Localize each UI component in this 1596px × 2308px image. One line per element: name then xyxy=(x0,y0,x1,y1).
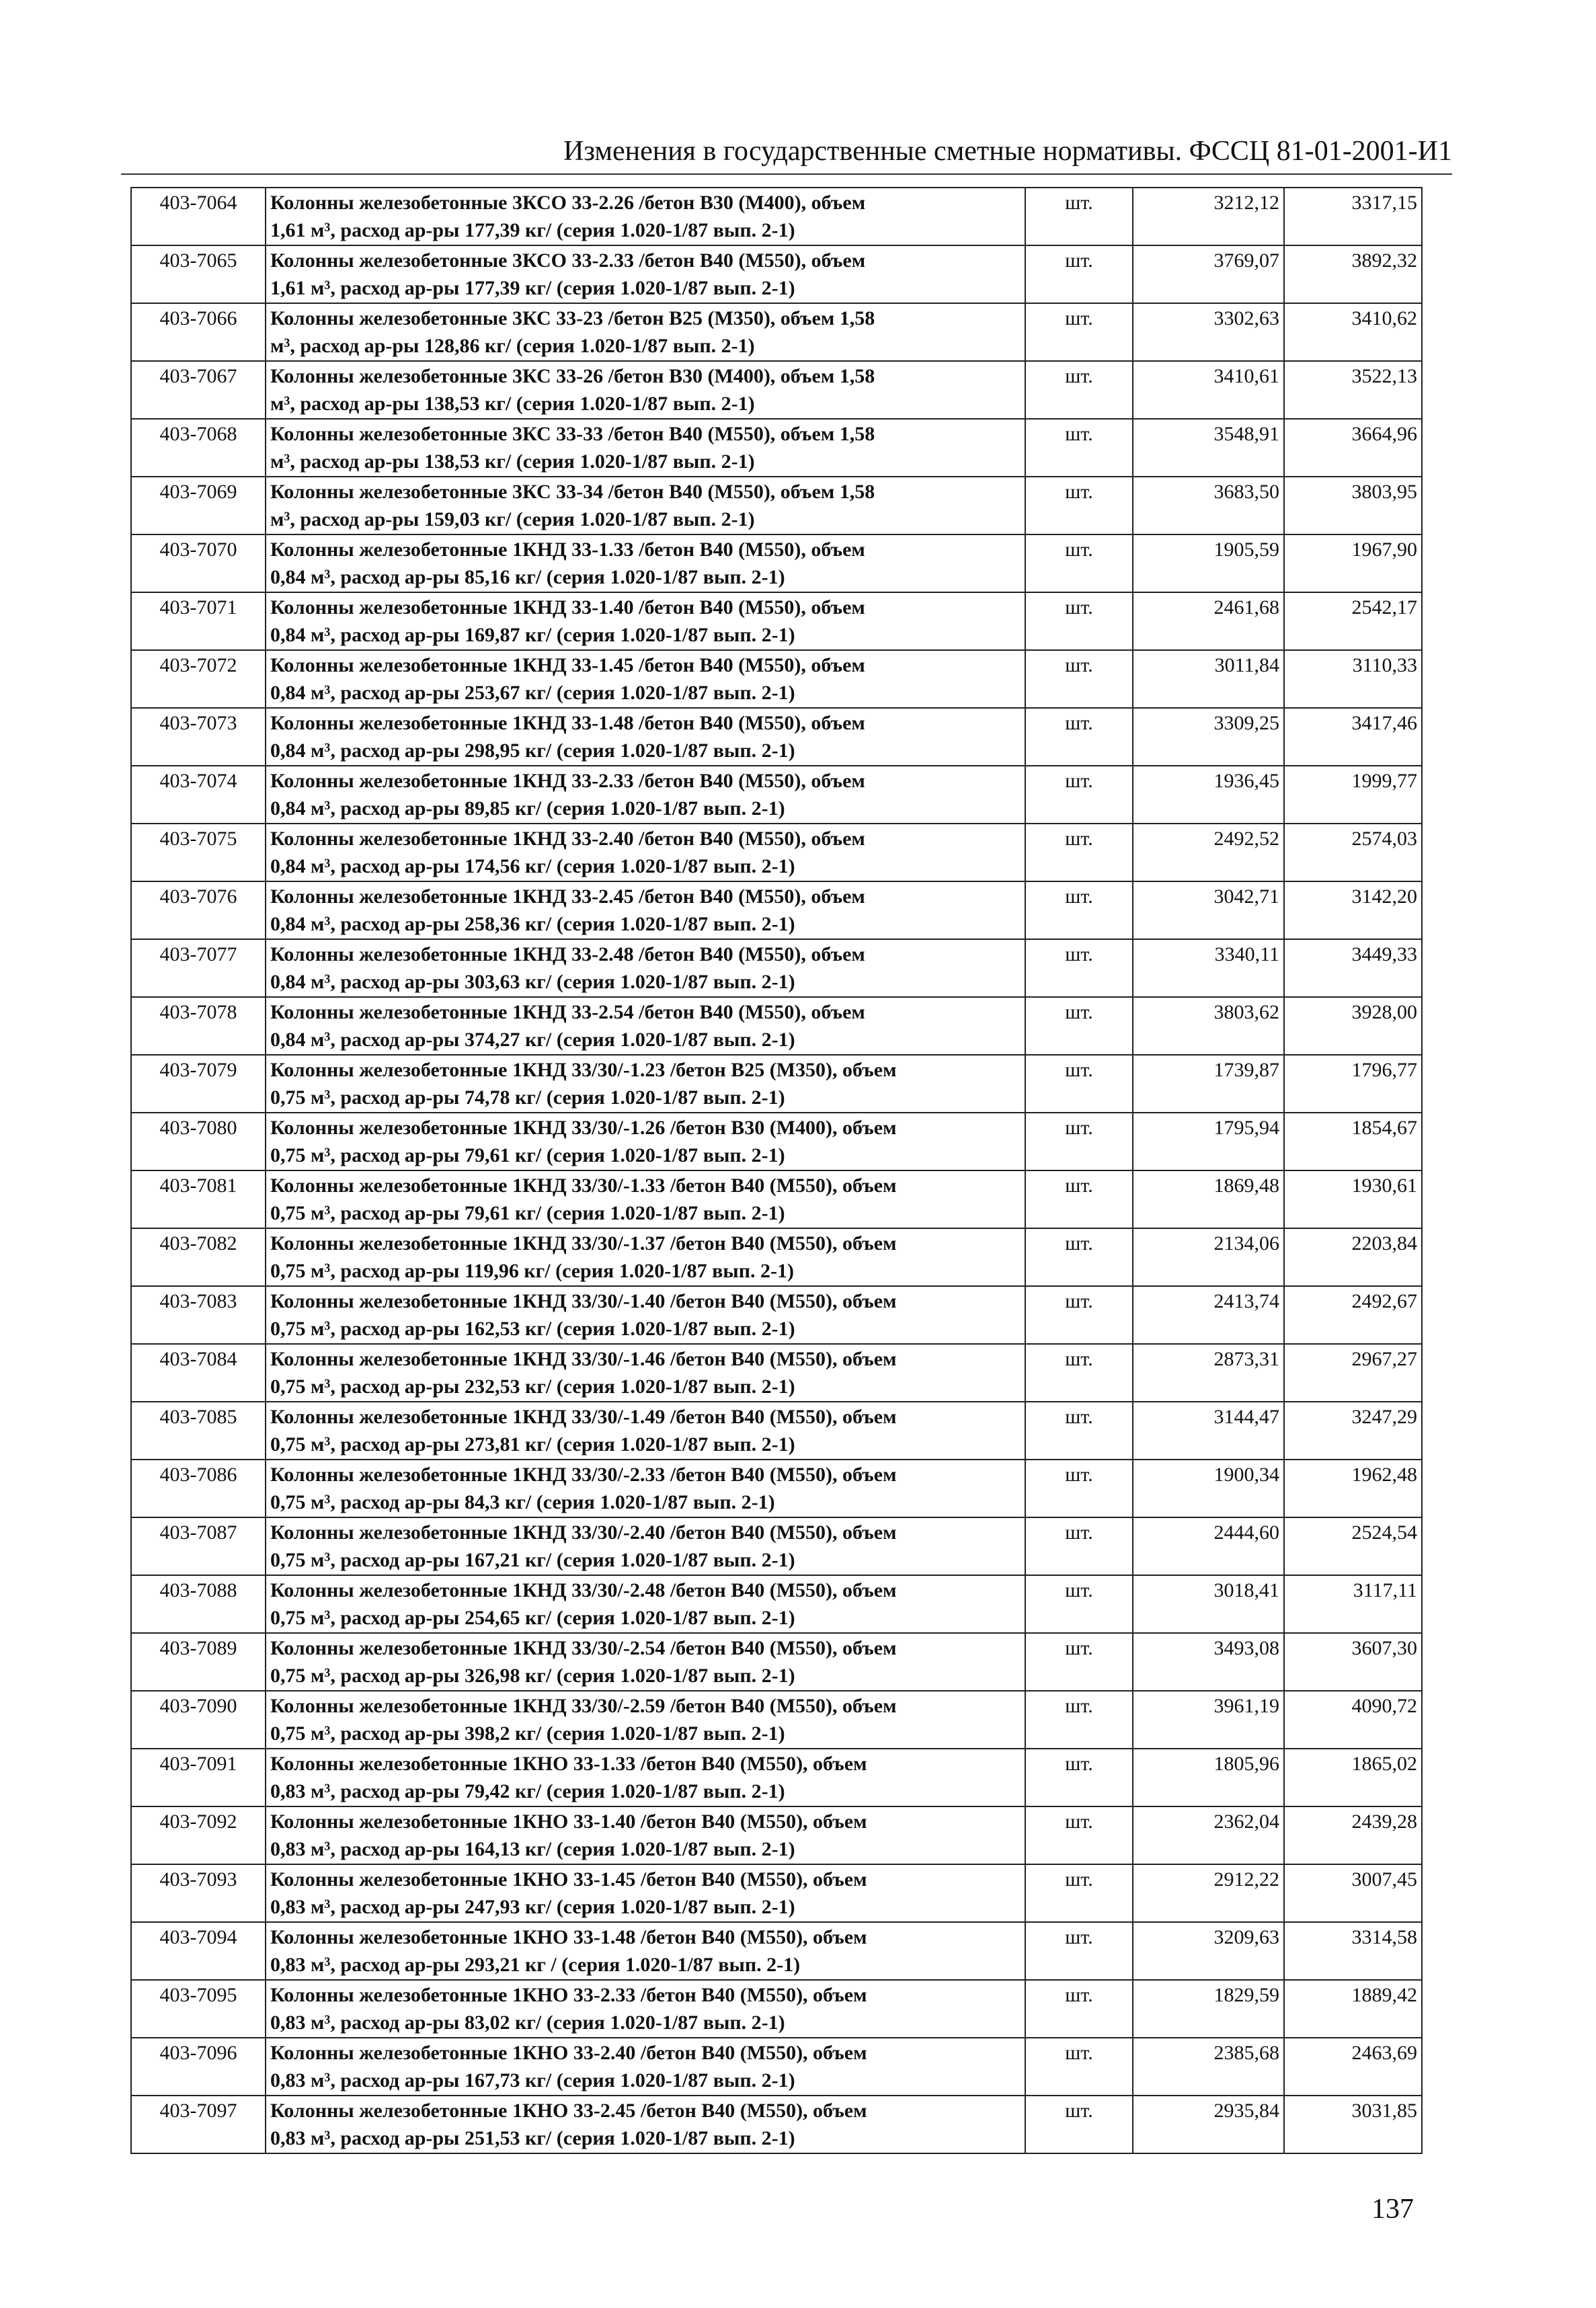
row-description xyxy=(266,303,1025,361)
row-price-2: 3031,85 xyxy=(1284,2096,1422,2153)
row-code: 403-7067 xyxy=(131,361,266,419)
table-row xyxy=(131,303,1422,361)
table-row xyxy=(131,2096,1422,2153)
row-description-line-2: 0,84 м³, расход ар-ры 89,85 кг/ (серия 1.020-1/87 вып. 2-1) xyxy=(270,797,785,820)
row-price-2: 3892,32 xyxy=(1284,245,1422,303)
row-description-line-1: Колонны железобетонные 1КНД 33-1.33 /бетон В40 (М550), объем xyxy=(270,539,865,561)
row-description xyxy=(266,534,1025,592)
row-price-1: 1905,59 xyxy=(1133,534,1284,592)
row-unit: шт. xyxy=(1025,1806,1133,1864)
row-description-line-2: 0,84 м³, расход ар-ры 303,63 кг/ (серия 1.020-1/87 вып. 2-1) xyxy=(270,971,795,993)
row-description-line-2: 0,75 м³, расход ар-ры 119,96 кг/ (серия 1.020-1/87 вып. 2-1) xyxy=(270,1260,794,1282)
row-price-1: 2492,52 xyxy=(1133,824,1284,881)
table-row xyxy=(131,1633,1422,1691)
row-price-2: 1865,02 xyxy=(1284,1749,1422,1806)
row-description-line-2: 0,75 м³, расход ар-ры 232,53 кг/ (серия 1.020-1/87 вып. 2-1) xyxy=(270,1376,795,1398)
row-description-line-1: Колонны железобетонные 1КНД 33-1.45 /бетон В40 (М550), объем xyxy=(270,654,865,676)
row-code: 403-7084 xyxy=(131,1344,266,1402)
row-description-line-2: м³, расход ар-ры 159,03 кг/ (серия 1.020-1/87 вып. 2-1) xyxy=(270,508,755,530)
row-price-1: 3011,84 xyxy=(1133,650,1284,708)
row-description-line-2: 0,84 м³, расход ар-ры 298,95 кг/ (серия 1.020-1/87 вып. 2-1) xyxy=(270,740,795,762)
row-code: 403-7091 xyxy=(131,1749,266,1806)
row-unit: шт. xyxy=(1025,1575,1133,1633)
table-row xyxy=(131,534,1422,592)
row-price-1: 3803,62 xyxy=(1133,997,1284,1055)
row-code: 403-7086 xyxy=(131,1460,266,1517)
row-description-line-1: Колонны железобетонные 1КНО 33-2.40 /бетон В40 (М550), объем xyxy=(270,2042,867,2064)
row-price-2: 3803,95 xyxy=(1284,477,1422,534)
row-description-line-1: Колонны железобетонные 1КНД 33/30/-2.33 /бетон В40 (М550), объем xyxy=(270,1464,897,1486)
row-unit: шт. xyxy=(1025,1402,1133,1460)
row-price-1: 1869,48 xyxy=(1133,1170,1284,1228)
row-description-line-2: 1,61 м³, расход ар-ры 177,39 кг/ (серия 1.020-1/87 вып. 2-1) xyxy=(270,277,795,299)
row-code: 403-7078 xyxy=(131,997,266,1055)
row-description xyxy=(266,997,1025,1055)
table-row xyxy=(131,766,1422,824)
row-price-1: 3144,47 xyxy=(1133,1402,1284,1460)
row-description-line-1: Колонны железобетонные 1КНД 33/30/-1.23 /бетон В25 (М350), объем xyxy=(270,1059,897,1081)
row-description-line-2: 0,83 м³, расход ар-ры 164,13 кг/ (серия 1.020-1/87 вып. 2-1) xyxy=(270,1838,795,1860)
row-description-line-1: Колонны железобетонные 3КС 33-26 /бетон В30 (М400), объем 1,58 xyxy=(270,365,875,387)
row-description xyxy=(266,592,1025,650)
row-price-1: 1795,94 xyxy=(1133,1113,1284,1170)
row-description-line-1: Колонны железобетонные 3КС 33-23 /бетон В25 (М350), объем 1,58 xyxy=(270,307,875,329)
row-price-2: 2203,84 xyxy=(1284,1228,1422,1286)
row-description xyxy=(266,1460,1025,1517)
row-description xyxy=(266,2038,1025,2096)
row-description-line-1: Колонны железобетонные 1КНД 33-2.40 /бетон В40 (М550), объем xyxy=(270,828,865,850)
row-unit: шт. xyxy=(1025,881,1133,939)
row-code: 403-7083 xyxy=(131,1286,266,1344)
row-code: 403-7065 xyxy=(131,245,266,303)
row-price-2: 1967,90 xyxy=(1284,534,1422,592)
row-unit: шт. xyxy=(1025,2038,1133,2096)
row-description-line-2: 0,84 м³, расход ар-ры 258,36 кг/ (серия 1.020-1/87 вып. 2-1) xyxy=(270,913,795,935)
row-code: 403-7087 xyxy=(131,1517,266,1575)
row-description xyxy=(266,1922,1025,1980)
row-description-line-1: Колонны железобетонные 1КНД 33/30/-1.49 /бетон В40 (М550), объем xyxy=(270,1406,897,1428)
row-code: 403-7080 xyxy=(131,1113,266,1170)
row-code: 403-7097 xyxy=(131,2096,266,2153)
row-code: 403-7096 xyxy=(131,2038,266,2096)
row-code: 403-7066 xyxy=(131,303,266,361)
row-code: 403-7070 xyxy=(131,534,266,592)
row-unit: шт. xyxy=(1025,188,1133,245)
table-row xyxy=(131,1055,1422,1113)
row-description-line-1: Колонны железобетонные 1КНО 33-1.40 /бетон В40 (М550), объем xyxy=(270,1810,867,1833)
row-unit: шт. xyxy=(1025,997,1133,1055)
row-price-1: 3410,61 xyxy=(1133,361,1284,419)
table-row xyxy=(131,708,1422,766)
table-row xyxy=(131,1575,1422,1633)
row-price-2: 2463,69 xyxy=(1284,2038,1422,2096)
table-row xyxy=(131,419,1422,477)
row-price-2: 2542,17 xyxy=(1284,592,1422,650)
row-code: 403-7069 xyxy=(131,477,266,534)
row-price-2: 3317,15 xyxy=(1284,188,1422,245)
row-price-2: 3449,33 xyxy=(1284,939,1422,997)
table-row xyxy=(131,939,1422,997)
row-description-line-1: Колонны железобетонные 3КС 33-33 /бетон В40 (М550), объем 1,58 xyxy=(270,423,875,445)
row-price-2: 2574,03 xyxy=(1284,824,1422,881)
row-price-2: 3117,11 xyxy=(1284,1575,1422,1633)
row-description xyxy=(266,1228,1025,1286)
row-unit: шт. xyxy=(1025,1460,1133,1517)
row-price-2: 4090,72 xyxy=(1284,1691,1422,1749)
row-description-line-1: Колонны железобетонные 1КНД 33/30/-2.54 /бетон В40 (М550), объем xyxy=(270,1637,897,1659)
row-description-line-1: Колонны железобетонные 1КНД 33-1.48 /бетон В40 (М550), объем xyxy=(270,712,865,734)
row-price-1: 3769,07 xyxy=(1133,245,1284,303)
row-price-2: 1962,48 xyxy=(1284,1460,1422,1517)
row-price-2: 3607,30 xyxy=(1284,1633,1422,1691)
row-price-2: 3142,20 xyxy=(1284,881,1422,939)
row-code: 403-7082 xyxy=(131,1228,266,1286)
row-code: 403-7077 xyxy=(131,939,266,997)
row-price-2: 3522,13 xyxy=(1284,361,1422,419)
row-code: 403-7085 xyxy=(131,1402,266,1460)
row-price-1: 3548,91 xyxy=(1133,419,1284,477)
row-code: 403-7081 xyxy=(131,1170,266,1228)
table-row xyxy=(131,592,1422,650)
row-unit: шт. xyxy=(1025,592,1133,650)
row-price-1: 3212,12 xyxy=(1133,188,1284,245)
row-price-1: 2873,31 xyxy=(1133,1344,1284,1402)
row-price-1: 1900,34 xyxy=(1133,1460,1284,1517)
table-row xyxy=(131,1170,1422,1228)
row-unit: шт. xyxy=(1025,1517,1133,1575)
row-price-1: 2935,84 xyxy=(1133,2096,1284,2153)
row-description-line-1: Колонны железобетонные 1КНД 33/30/-1.33 /бетон В40 (М550), объем xyxy=(270,1175,897,1197)
row-description xyxy=(266,419,1025,477)
row-price-1: 2362,04 xyxy=(1133,1806,1284,1864)
row-description xyxy=(266,824,1025,881)
table-row xyxy=(131,881,1422,939)
row-unit: шт. xyxy=(1025,1633,1133,1691)
row-price-1: 2385,68 xyxy=(1133,2038,1284,2096)
row-price-2: 1796,77 xyxy=(1284,1055,1422,1113)
row-description-line-2: 0,83 м³, расход ар-ры 79,42 кг/ (серия 1.020-1/87 вып. 2-1) xyxy=(270,1780,785,1802)
row-description-line-1: Колонны железобетонные 1КНД 33-2.45 /бетон В40 (М550), объем xyxy=(270,885,865,908)
row-description xyxy=(266,708,1025,766)
row-description xyxy=(266,766,1025,824)
table-row xyxy=(131,1806,1422,1864)
row-description xyxy=(266,650,1025,708)
row-description-line-2: 0,75 м³, расход ар-ры 326,98 кг/ (серия 1.020-1/87 вып. 2-1) xyxy=(270,1665,795,1687)
row-unit: шт. xyxy=(1025,939,1133,997)
row-price-1: 1739,87 xyxy=(1133,1055,1284,1113)
row-description xyxy=(266,1864,1025,1922)
row-description-line-2: 0,84 м³, расход ар-ры 169,87 кг/ (серия 1.020-1/87 вып. 2-1) xyxy=(270,624,795,646)
row-description-line-2: м³, расход ар-ры 138,53 кг/ (серия 1.020-1/87 вып. 2-1) xyxy=(270,450,755,473)
table-row xyxy=(131,1980,1422,2038)
row-code: 403-7094 xyxy=(131,1922,266,1980)
row-code: 403-7064 xyxy=(131,188,266,245)
row-price-1: 3209,63 xyxy=(1133,1922,1284,1980)
page-header: Изменения в государственные сметные нормативы. ФССЦ 81-01-2001-И1 xyxy=(121,134,1452,175)
row-description xyxy=(266,1633,1025,1691)
row-code: 403-7075 xyxy=(131,824,266,881)
table-row xyxy=(131,1402,1422,1460)
row-description xyxy=(266,1055,1025,1113)
row-description-line-2: м³, расход ар-ры 128,86 кг/ (серия 1.020-1/87 вып. 2-1) xyxy=(270,335,755,357)
table-row xyxy=(131,2038,1422,2096)
row-description xyxy=(266,1980,1025,2038)
row-price-1: 3340,11 xyxy=(1133,939,1284,997)
row-price-1: 3042,71 xyxy=(1133,881,1284,939)
row-description xyxy=(266,1286,1025,1344)
table-row xyxy=(131,1691,1422,1749)
row-description-line-2: 1,61 м³, расход ар-ры 177,39 кг/ (серия 1.020-1/87 вып. 2-1) xyxy=(270,219,795,241)
row-description-line-1: Колонны железобетонные 1КНД 33-2.48 /бетон В40 (М550), объем xyxy=(270,943,865,965)
row-unit: шт. xyxy=(1025,2096,1133,2153)
row-price-1: 2413,74 xyxy=(1133,1286,1284,1344)
row-description-line-2: 0,75 м³, расход ар-ры 162,53 кг/ (серия 1.020-1/87 вып. 2-1) xyxy=(270,1318,795,1340)
row-description-line-1: Колонны железобетонные 1КНД 33/30/-1.46 /бетон В40 (М550), объем xyxy=(270,1348,897,1370)
row-description-line-1: Колонны железобетонные 3КСО 33-2.33 /бетон В40 (М550), объем xyxy=(270,249,866,272)
row-description xyxy=(266,1575,1025,1633)
row-price-2: 3928,00 xyxy=(1284,997,1422,1055)
row-price-1: 2461,68 xyxy=(1133,592,1284,650)
row-description-line-2: 0,83 м³, расход ар-ры 293,21 кг / (серия 1.020-1/87 вып. 2-1) xyxy=(270,1954,801,1976)
table-row xyxy=(131,188,1422,245)
row-unit: шт. xyxy=(1025,1749,1133,1806)
row-description-line-2: 0,75 м³, расход ар-ры 84,3 кг/ (серия 1.020-1/87 вып. 2-1) xyxy=(270,1491,775,1513)
row-code: 403-7068 xyxy=(131,419,266,477)
row-code: 403-7072 xyxy=(131,650,266,708)
table-row xyxy=(131,1460,1422,1517)
table-row xyxy=(131,1228,1422,1286)
row-description xyxy=(266,1749,1025,1806)
table-row xyxy=(131,1517,1422,1575)
row-price-2: 2439,28 xyxy=(1284,1806,1422,1864)
row-code: 403-7089 xyxy=(131,1633,266,1691)
row-price-2: 1889,42 xyxy=(1284,1980,1422,2038)
row-code: 403-7090 xyxy=(131,1691,266,1749)
row-unit: шт. xyxy=(1025,824,1133,881)
row-description xyxy=(266,2096,1025,2153)
row-code: 403-7095 xyxy=(131,1980,266,2038)
row-description-line-1: Колонны железобетонные 1КНО 33-1.45 /бетон В40 (М550), объем xyxy=(270,1868,867,1891)
row-unit: шт. xyxy=(1025,708,1133,766)
row-description-line-2: 0,83 м³, расход ар-ры 247,93 кг/ (серия 1.020-1/87 вып. 2-1) xyxy=(270,1896,795,1918)
row-description-line-1: Колонны железобетонные 1КНД 33/30/-1.26 /бетон В30 (М400), объем xyxy=(270,1117,897,1139)
row-price-1: 3961,19 xyxy=(1133,1691,1284,1749)
row-description-line-1: Колонны железобетонные 1КНД 33/30/-1.37 /бетон В40 (М550), объем xyxy=(270,1232,897,1255)
price-table-body xyxy=(131,188,1422,2153)
table-row xyxy=(131,1922,1422,1980)
row-unit: шт. xyxy=(1025,1691,1133,1749)
table-row xyxy=(131,1864,1422,1922)
row-price-1: 3309,25 xyxy=(1133,708,1284,766)
row-unit: шт. xyxy=(1025,419,1133,477)
row-code: 403-7071 xyxy=(131,592,266,650)
row-description xyxy=(266,1344,1025,1402)
table-row xyxy=(131,824,1422,881)
row-description-line-1: Колонны железобетонные 1КНО 33-2.45 /бетон В40 (М550), объем xyxy=(270,2100,867,2122)
row-unit: шт. xyxy=(1025,1864,1133,1922)
table-row xyxy=(131,1749,1422,1806)
row-price-1: 3493,08 xyxy=(1133,1633,1284,1691)
row-code: 403-7088 xyxy=(131,1575,266,1633)
row-price-1: 3018,41 xyxy=(1133,1575,1284,1633)
row-description xyxy=(266,939,1025,997)
row-code: 403-7079 xyxy=(131,1055,266,1113)
row-price-2: 1930,61 xyxy=(1284,1170,1422,1228)
row-description-line-1: Колонны железобетонные 1КНД 33/30/-1.40 /бетон В40 (М550), объем xyxy=(270,1290,897,1312)
row-description xyxy=(266,1170,1025,1228)
table-row xyxy=(131,1113,1422,1170)
row-description xyxy=(266,245,1025,303)
row-description-line-2: 0,75 м³, расход ар-ры 79,61 кг/ (серия 1.020-1/87 вып. 2-1) xyxy=(270,1144,785,1166)
row-price-2: 3664,96 xyxy=(1284,419,1422,477)
row-description xyxy=(266,1691,1025,1749)
row-unit: шт. xyxy=(1025,361,1133,419)
row-unit: шт. xyxy=(1025,1344,1133,1402)
row-description xyxy=(266,1806,1025,1864)
row-description-line-1: Колонны железобетонные 1КНО 33-1.48 /бетон В40 (М550), объем xyxy=(270,1926,867,1948)
row-unit: шт. xyxy=(1025,1286,1133,1344)
row-unit: шт. xyxy=(1025,303,1133,361)
row-description-line-1: Колонны железобетонные 1КНД 33-2.33 /бетон В40 (М550), объем xyxy=(270,770,865,792)
row-description xyxy=(266,188,1025,245)
row-price-2: 1999,77 xyxy=(1284,766,1422,824)
row-price-2: 3247,29 xyxy=(1284,1402,1422,1460)
row-description-line-2: 0,75 м³, расход ар-ры 398,2 кг/ (серия 1.020-1/87 вып. 2-1) xyxy=(270,1722,785,1745)
row-description-line-2: 0,84 м³, расход ар-ры 374,27 кг/ (серия 1.020-1/87 вып. 2-1) xyxy=(270,1029,795,1051)
row-price-2: 2524,54 xyxy=(1284,1517,1422,1575)
row-price-1: 2912,22 xyxy=(1133,1864,1284,1922)
row-price-2: 3007,45 xyxy=(1284,1864,1422,1922)
row-description xyxy=(266,881,1025,939)
row-description-line-2: м³, расход ар-ры 138,53 кг/ (серия 1.020-1/87 вып. 2-1) xyxy=(270,393,755,415)
table-row xyxy=(131,245,1422,303)
row-description-line-1: Колонны железобетонные 1КНД 33-2.54 /бетон В40 (М550), объем xyxy=(270,1001,865,1023)
row-code: 403-7076 xyxy=(131,881,266,939)
row-price-2: 2967,27 xyxy=(1284,1344,1422,1402)
table-row xyxy=(131,1344,1422,1402)
row-price-2: 2492,67 xyxy=(1284,1286,1422,1344)
price-table xyxy=(130,187,1423,2154)
row-price-2: 1854,67 xyxy=(1284,1113,1422,1170)
row-description-line-2: 0,75 м³, расход ар-ры 254,65 кг/ (серия 1.020-1/87 вып. 2-1) xyxy=(270,1607,795,1629)
row-description xyxy=(266,477,1025,534)
table-row xyxy=(131,1286,1422,1344)
row-unit: шт. xyxy=(1025,650,1133,708)
table-row xyxy=(131,477,1422,534)
row-description xyxy=(266,1113,1025,1170)
row-unit: шт. xyxy=(1025,1980,1133,2038)
row-description xyxy=(266,1402,1025,1460)
row-price-2: 3410,62 xyxy=(1284,303,1422,361)
row-description-line-2: 0,84 м³, расход ар-ры 174,56 кг/ (серия 1.020-1/87 вып. 2-1) xyxy=(270,855,795,877)
row-price-1: 1805,96 xyxy=(1133,1749,1284,1806)
row-description-line-1: Колонны железобетонные 1КНД 33/30/-2.59 /бетон В40 (М550), объем xyxy=(270,1695,897,1717)
row-description-line-1: Колонны железобетонные 1КНО 33-1.33 /бетон В40 (М550), объем xyxy=(270,1753,867,1775)
row-price-1: 2134,06 xyxy=(1133,1228,1284,1286)
row-unit: шт. xyxy=(1025,766,1133,824)
row-price-1: 3302,63 xyxy=(1133,303,1284,361)
row-price-2: 3417,46 xyxy=(1284,708,1422,766)
row-price-1: 1936,45 xyxy=(1133,766,1284,824)
row-description-line-1: Колонны железобетонные 1КНД 33-1.40 /бетон В40 (М550), объем xyxy=(270,596,865,619)
row-description-line-2: 0,84 м³, расход ар-ры 85,16 кг/ (серия 1.020-1/87 вып. 2-1) xyxy=(270,566,785,588)
row-unit: шт. xyxy=(1025,1922,1133,1980)
row-price-1: 1829,59 xyxy=(1133,1980,1284,2038)
row-code: 403-7093 xyxy=(131,1864,266,1922)
row-code: 403-7092 xyxy=(131,1806,266,1864)
table-row xyxy=(131,650,1422,708)
row-unit: шт. xyxy=(1025,1113,1133,1170)
table-row xyxy=(131,361,1422,419)
row-price-1: 2444,60 xyxy=(1133,1517,1284,1575)
row-unit: шт. xyxy=(1025,1228,1133,1286)
row-code: 403-7074 xyxy=(131,766,266,824)
row-description-line-2: 0,83 м³, расход ар-ры 167,73 кг/ (серия 1.020-1/87 вып. 2-1) xyxy=(270,2069,795,2092)
row-description-line-1: Колонны железобетонные 1КНО 33-2.33 /бетон В40 (М550), объем xyxy=(270,1984,867,2006)
row-unit: шт. xyxy=(1025,1170,1133,1228)
row-description xyxy=(266,361,1025,419)
row-code: 403-7073 xyxy=(131,708,266,766)
row-description-line-2: 0,75 м³, расход ар-ры 74,78 кг/ (серия 1.020-1/87 вып. 2-1) xyxy=(270,1086,785,1109)
row-description-line-2: 0,75 м³, расход ар-ры 167,21 кг/ (серия 1.020-1/87 вып. 2-1) xyxy=(270,1549,795,1571)
row-description-line-2: 0,75 м³, расход ар-ры 273,81 кг/ (серия 1.020-1/87 вып. 2-1) xyxy=(270,1433,795,1456)
row-description-line-1: Колонны железобетонные 1КНД 33/30/-2.48 /бетон В40 (М550), объем xyxy=(270,1579,897,1601)
row-description-line-2: 0,83 м³, расход ар-ры 83,02 кг/ (серия 1.020-1/87 вып. 2-1) xyxy=(270,2012,785,2034)
row-description-line-1: Колонны железобетонные 3КСО 33-2.26 /бетон В30 (М400), объем xyxy=(270,192,866,214)
table-row xyxy=(131,997,1422,1055)
row-unit: шт. xyxy=(1025,534,1133,592)
row-description-line-1: Колонны железобетонные 3КС 33-34 /бетон В40 (М550), объем 1,58 xyxy=(270,481,875,503)
row-description-line-2: 0,84 м³, расход ар-ры 253,67 кг/ (серия 1.020-1/87 вып. 2-1) xyxy=(270,682,795,704)
row-description-line-2: 0,75 м³, расход ар-ры 79,61 кг/ (серия 1.020-1/87 вып. 2-1) xyxy=(270,1202,785,1224)
row-description xyxy=(266,1517,1025,1575)
row-price-2: 3110,33 xyxy=(1284,650,1422,708)
row-description-line-1: Колонны железобетонные 1КНД 33/30/-2.40 /бетон В40 (М550), объем xyxy=(270,1521,897,1544)
row-description-line-2: 0,83 м³, расход ар-ры 251,53 кг/ (серия 1.020-1/87 вып. 2-1) xyxy=(270,2127,795,2149)
row-unit: шт. xyxy=(1025,245,1133,303)
row-unit: шт. xyxy=(1025,477,1133,534)
row-unit: шт. xyxy=(1025,1055,1133,1113)
page-number: 137 xyxy=(1371,2194,1414,2225)
row-price-1: 3683,50 xyxy=(1133,477,1284,534)
row-price-2: 3314,58 xyxy=(1284,1922,1422,1980)
